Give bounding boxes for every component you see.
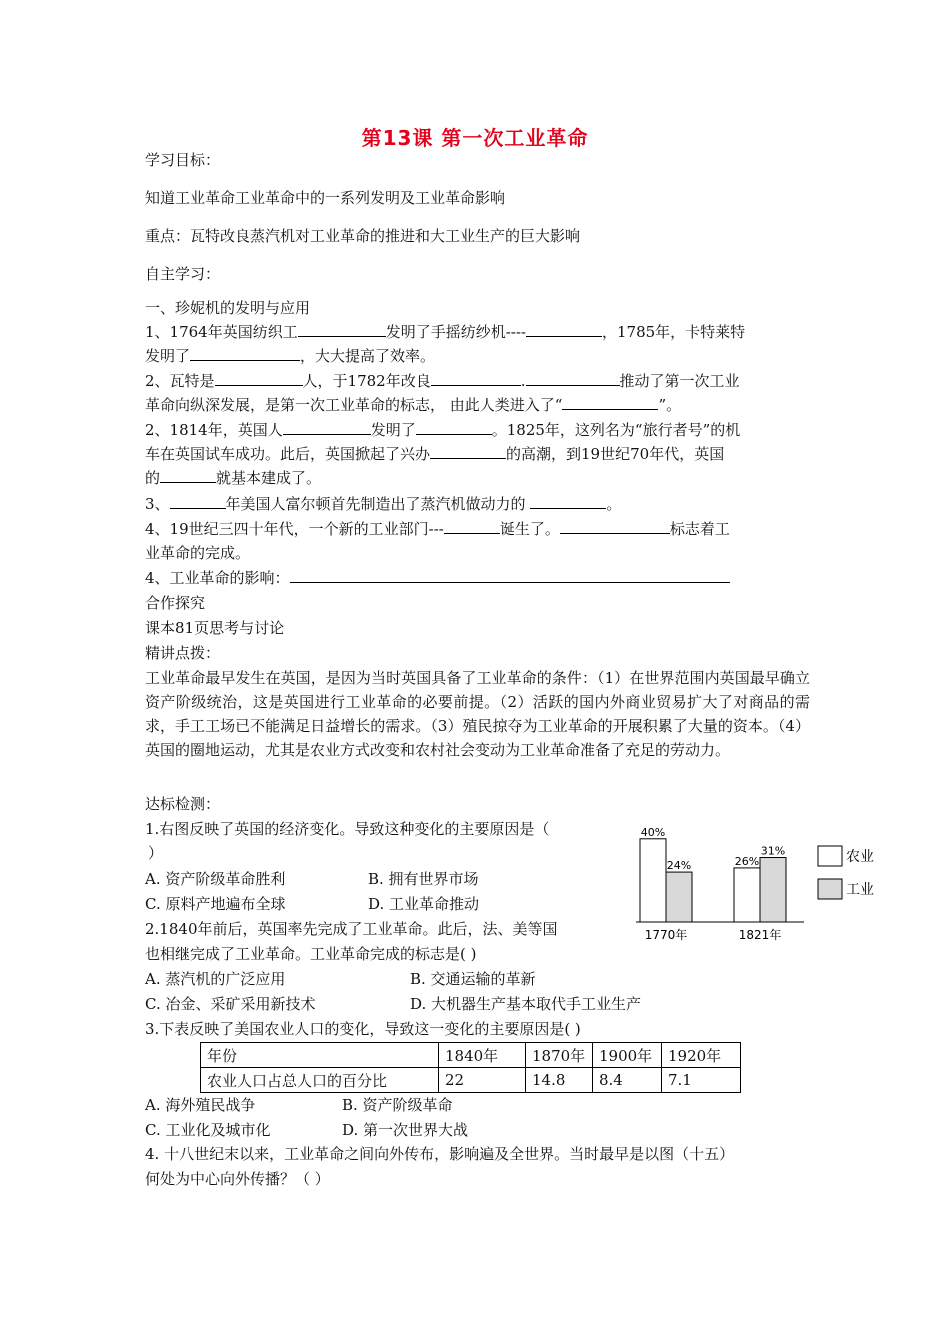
chart-bar xyxy=(734,868,760,922)
answer-blank[interactable] xyxy=(298,322,386,337)
mc2-option-b[interactable]: B. 交通运输的革新 xyxy=(410,970,536,988)
table-cell: 7.1 xyxy=(662,1068,741,1093)
mc1-option-a[interactable]: A. 资产阶级革命胜利 xyxy=(145,870,286,888)
answer-blank[interactable] xyxy=(290,568,730,583)
mc3-stem: 3.下表反映了美国农业人口的变化，导致这一变化的主要原因是( ) xyxy=(145,1020,581,1038)
objectives-heading: 学习目标： xyxy=(145,151,221,169)
mc4-stem-2: 何处为中心向外传播？（ ） xyxy=(145,1170,330,1188)
question-4-line-1: 4、19世纪三四十年代，一个新的工业部门--- 诞生了。 标志着工 xyxy=(145,520,730,538)
answer-blank[interactable] xyxy=(215,371,303,386)
table-cell: 1840年 xyxy=(439,1043,526,1068)
page-title: 第13课 第一次工业革命 xyxy=(361,126,589,150)
mc3-option-a[interactable]: A. 海外殖民战争 xyxy=(145,1096,256,1114)
legend-label: 农业 xyxy=(846,849,874,865)
chart-data-label: 24% xyxy=(666,859,692,873)
mc3-option-b[interactable]: B. 资产阶级革命 xyxy=(342,1096,453,1114)
mc1-stem-2: ） xyxy=(148,844,164,862)
question-4b: 4、工业革命的影响： xyxy=(145,568,730,588)
answer-blank[interactable] xyxy=(170,494,226,509)
legend-swatch xyxy=(818,879,842,899)
answer-blank[interactable] xyxy=(190,346,300,361)
mc1-option-d[interactable]: D. 工业革命推动 xyxy=(368,895,480,913)
answer-blank[interactable] xyxy=(431,371,521,386)
mc1-option-c[interactable]: C. 原料产地遍布全球 xyxy=(145,895,286,913)
question-2b-line-3: 的 就基本建成了。 xyxy=(145,469,322,487)
question-1-line-2: 发明了 ，大大提高了效率。 xyxy=(145,347,436,365)
answer-blank[interactable] xyxy=(283,420,371,435)
table-cell: 年份 xyxy=(201,1043,439,1068)
table-cell: 1870年 xyxy=(526,1043,593,1068)
mc4-stem-1: 4. 十八世纪末以来，工业革命之间向外传布，影响遍及全世界。当时最早是以图（十五） xyxy=(145,1145,735,1163)
mc2-option-d[interactable]: D. 大机器生产基本取代手工业生产 xyxy=(410,995,642,1013)
answer-blank[interactable] xyxy=(444,519,500,534)
test-heading: 达标检测： xyxy=(145,795,221,813)
question-1-line-1: 1、1764年英国纺织工 发明了手摇纺纱机---- ，1785年，卡特莱特 xyxy=(145,323,746,341)
mc3-option-c[interactable]: C. 工业化及城市化 xyxy=(145,1121,271,1139)
legend-swatch xyxy=(818,846,842,866)
guidance-heading: 精讲点拨： xyxy=(145,644,221,662)
mc2-option-c[interactable]: C. 冶金、采矿采用新技术 xyxy=(145,995,316,1013)
mc1-option-b[interactable]: B. 拥有世界市场 xyxy=(368,870,479,888)
answer-blank[interactable] xyxy=(526,322,602,337)
question-3: 3、 年美国人富尔顿首先制造出了蒸汽机做动力的 。 xyxy=(145,495,622,513)
chart-data-label: 31% xyxy=(760,844,786,858)
mc1-stem-1: 1.右图反映了英国的经济变化。导致这种变化的主要原因是（ xyxy=(145,820,550,838)
table-cell: 农业人口占总人口的百分比 xyxy=(201,1068,439,1093)
answer-blank[interactable] xyxy=(416,420,492,435)
textbook-reference: 课本81页思考与讨论 xyxy=(145,619,285,637)
chart-bar xyxy=(760,858,786,922)
chart-category-label: 1770年 xyxy=(644,928,688,942)
table-row xyxy=(201,1068,741,1093)
chart-data-label: 40% xyxy=(640,826,666,839)
self-study-heading: 自主学习： xyxy=(145,265,221,283)
key-point-text: 重点：瓦特改良蒸汽机对工业革命的推进和大工业生产的巨大影响 xyxy=(145,227,581,245)
question-4-line-2: 业革命的完成。 xyxy=(145,544,251,562)
chart-bar xyxy=(640,839,666,922)
answer-blank[interactable] xyxy=(530,494,606,509)
question-2b-line-2: 车在英国试车成功。此后，英国掀起了兴办 的高潮，到19世纪70年代，英国 xyxy=(145,445,725,463)
section1-heading: 一、珍妮机的发明与应用 xyxy=(145,299,311,317)
table-cell: 1900年 xyxy=(593,1043,662,1068)
population-table xyxy=(200,1042,741,1093)
legend-label: 工业 xyxy=(846,882,874,898)
chart-data-label: 26% xyxy=(734,854,760,868)
objective-text: 知道工业革命工业革命中的一系列发明及工业革命影响 xyxy=(145,189,506,207)
question-2b-line-1: 2、1814年，英国人 发明了 。1825年，这列名为“旅行者号”的机 xyxy=(145,421,741,439)
table-cell: 8.4 xyxy=(593,1068,662,1093)
mc2-stem-1: 2.1840年前后，英国率先完成了工业革命。此后，法、美等国 xyxy=(145,920,558,938)
answer-blank[interactable] xyxy=(430,444,506,459)
guidance-paragraph: 工业革命最早发生在英国，是因为当时英国具备了工业革命的条件：（1）在世界范围内英国最早确立资产阶级统治，这是英国进行工业革命的必要前提。（2）活跃的国内外商业贸易扩大了对商品的需求，手工工场已不能满足日益增长的需求。（3）殖民掠夺为工业革命的开展积累了大量的资本。（4）英国的圈地运动，尤其是农业方式改变和农村社会变动为工业革命准备了充足的劳动力。 xyxy=(145,669,810,759)
mc2-option-a[interactable]: A. 蒸汽机的广泛应用 xyxy=(145,970,286,988)
question-2-line-2: 革命向纵深发展，是第一次工业革命的标志， 由此人类进入了“ ”。 xyxy=(145,396,682,414)
answer-blank[interactable] xyxy=(562,395,658,410)
answer-blank[interactable] xyxy=(560,519,670,534)
answer-blank[interactable] xyxy=(526,371,620,386)
table-cell: 1920年 xyxy=(662,1043,741,1068)
question-2-line-1: 2、瓦特是 人，于1782年改良 . 推动了第一次工业 xyxy=(145,372,740,390)
table-cell: 22 xyxy=(439,1068,526,1093)
answer-blank[interactable] xyxy=(160,468,216,483)
table-header-row xyxy=(201,1043,741,1068)
chart-bar xyxy=(666,872,692,922)
chart-category-label: 1821年 xyxy=(738,928,782,942)
economy-bar-chart xyxy=(630,826,885,946)
cooperation-heading: 合作探究 xyxy=(145,594,206,612)
table-cell: 14.8 xyxy=(526,1068,593,1093)
mc3-option-d[interactable]: D. 第一次世界大战 xyxy=(342,1121,469,1139)
mc2-stem-2: 也相继完成了工业革命。工业革命完成的标志是( ) xyxy=(145,945,477,963)
